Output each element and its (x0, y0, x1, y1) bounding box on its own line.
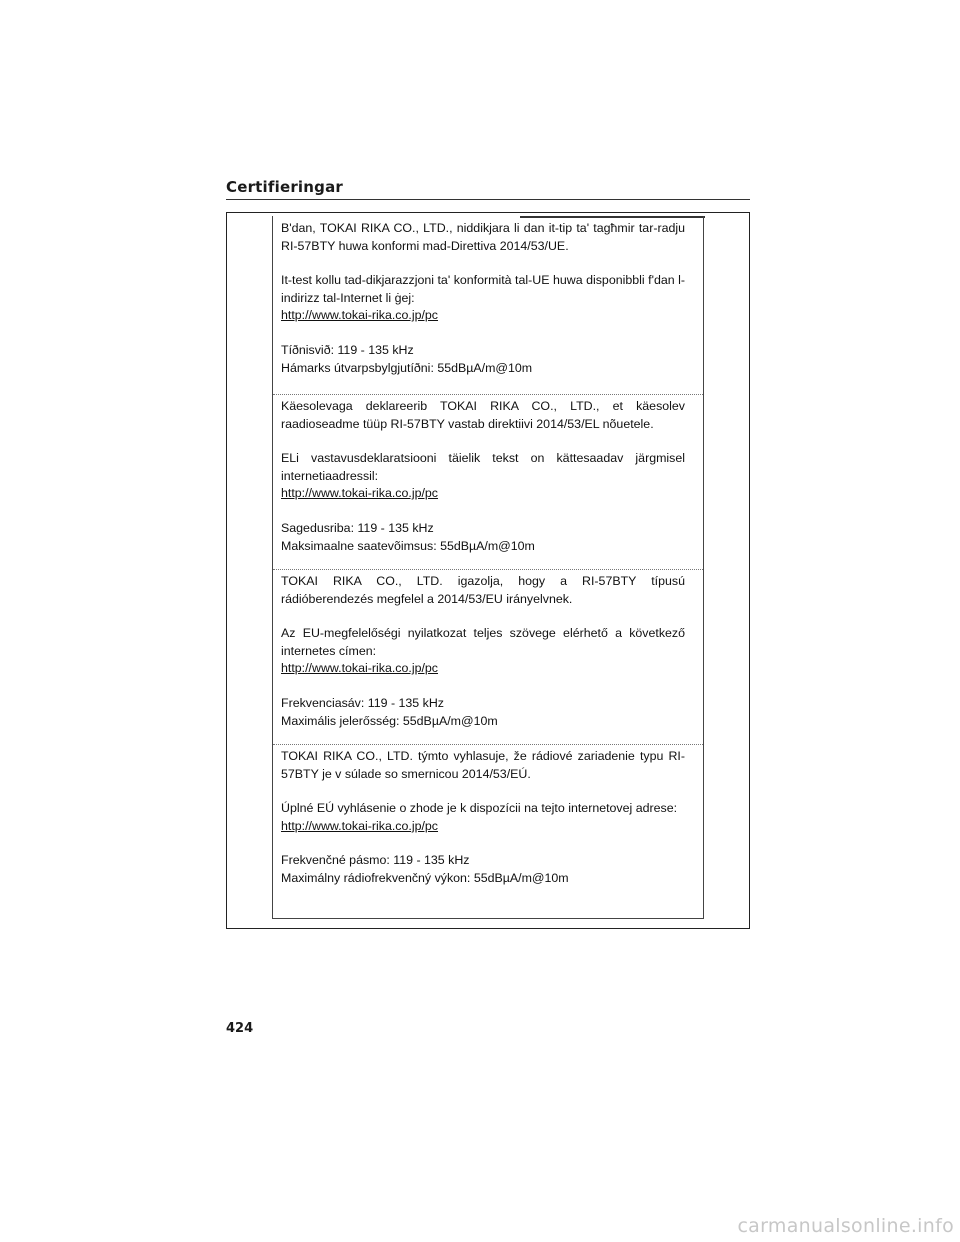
max-power: Maximálny rádiofrekvenčný výkon: 55dBµA/m@10m (281, 870, 569, 885)
certification-block-estonian (273, 394, 703, 555)
availability-text (281, 800, 685, 835)
certification-block-slovak (273, 744, 703, 888)
max-power: Hámarks útvarpsbylgjutíðni: 55dBµA/m@10m (281, 360, 533, 375)
certification-block-maltese (273, 220, 703, 377)
max-power: Maximális jelerősség: 55dBµA/m@10m (281, 713, 498, 728)
declaration-link[interactable]: http://www.tokai-rika.co.jp/pc (281, 818, 439, 833)
declaration-text: Käesolevaga deklareerib TOKAI RIKA CO., LTD., et käesolev raadioseadme tüüp RI-57BTY vastab direktiivi 2014/53/EL nõuetele. (281, 399, 685, 431)
page-number: 424 (226, 1021, 254, 1036)
certification-block-hungarian (273, 569, 703, 730)
availability-label: ELi vastavusdeklaratsiooni täielik tekst on kättesaadav järgmisel internetiaadressil: (281, 451, 685, 483)
certification-scan (272, 216, 704, 919)
title-divider (226, 199, 750, 200)
frequency-band: Sagedusriba: 119 - 135 kHz (281, 520, 434, 535)
declaration-text: TOKAI RIKA CO., LTD. týmto vyhlasuje, že rádiové zariadenie typu RI-57BTY je v súlade so smernicou 2014/53/EÚ. (281, 749, 685, 781)
availability-label: Az EU-megfelelőségi nyilatkozat teljes szövege elérhető a következő internetes címen: (281, 626, 685, 658)
radio-specs (281, 695, 685, 730)
site-watermark: carmanualsonline.info (737, 1215, 954, 1237)
availability-text (281, 272, 685, 325)
max-power: Maksimaalne saatevõimsus: 55dBµA/m@10m (281, 538, 535, 553)
frequency-band: Tíðnisvið: 119 - 135 kHz (281, 342, 414, 357)
declaration-text: TOKAI RIKA CO., LTD. igazolja, hogy a RI-57BTY típusú rádióberendezés megfelel a 2014/53/EU irányelvnek. (281, 574, 685, 606)
radio-specs (281, 852, 685, 887)
radio-specs (281, 342, 685, 377)
declaration-link[interactable]: http://www.tokai-rika.co.jp/pc (281, 308, 439, 323)
availability-label: Úplné EÚ vyhlásenie o zhode je k dispozícii na tejto internetovej adrese: (281, 801, 678, 816)
section-title: Certifieringar (226, 178, 344, 196)
radio-specs (281, 520, 685, 555)
declaration-text: B'dan, TOKAI RIKA CO., LTD., niddikjara li dan it-tip ta' tagħmir tar-radju RI-57BTY huwa konformi mad-Direttiva 2014/53/UE. (281, 221, 685, 253)
frequency-band: Frekvenciasáv: 119 - 135 kHz (281, 695, 444, 710)
declaration-link[interactable]: http://www.tokai-rika.co.jp/pc (281, 661, 439, 676)
availability-label: It-test kollu tad-dikjarazzjoni ta' konformità tal-UE huwa disponibbli f'dan l-indirizz tal-Internet li ġej: (281, 273, 685, 305)
availability-text (281, 450, 685, 503)
declaration-link[interactable]: http://www.tokai-rika.co.jp/pc (281, 486, 439, 501)
availability-text (281, 625, 685, 678)
frequency-band: Frekvenčné pásmo: 119 - 135 kHz (281, 853, 470, 868)
